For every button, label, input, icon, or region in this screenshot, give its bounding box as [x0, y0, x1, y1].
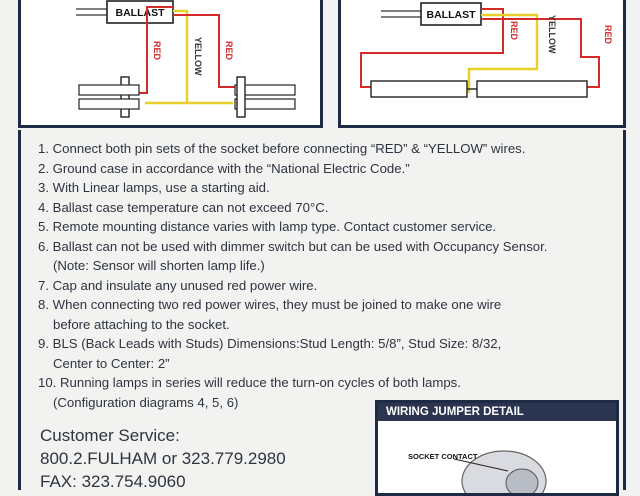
jumper-detail-illustration — [378, 421, 616, 493]
wire-label-yellow: YELLOW — [193, 37, 203, 76]
lamp-tube — [371, 81, 467, 97]
lamp-tube — [477, 81, 587, 97]
lamp-socket-right — [237, 77, 245, 117]
instruction-item: 3. With Linear lamps, use a starting aid. — [38, 180, 270, 195]
instruction-item: 1. Connect both pin sets of the socket before connecting “RED” & “YELLOW” wires. — [38, 141, 526, 156]
wire-label-red: RED — [509, 21, 519, 41]
instruction-continuation: (Note: Sensor will shorten lamp life.) — [53, 258, 265, 273]
instruction-item: 5. Remote mounting distance varies with lamp type. Contact customer service. — [38, 219, 497, 234]
instruction-continuation: Center to Center: 2” — [53, 355, 170, 371]
instruction-continuation: before attaching to the socket. — [53, 316, 230, 332]
customer-service-title: Customer Service: — [40, 426, 180, 445]
wiring-diagram-left — [18, 0, 323, 128]
wiring-diagram-left-svg — [21, 0, 320, 125]
yellow-wire — [145, 11, 187, 103]
instruction-item: 8. When connecting two red power wires, they must be joined to make one wire — [38, 297, 502, 312]
wiring-jumper-detail — [375, 400, 619, 496]
wire-label-red: RED — [224, 41, 234, 61]
instruction-item: 9. BLS (Back Leads with Studs) Dimensions:Stud Length: 5/8”, Stud Size: 8/32, — [38, 336, 502, 351]
customer-service-fax: FAX: 323.754.9060 — [40, 472, 186, 491]
ballast-label: BALLAST — [115, 7, 165, 19]
instruction-item: 10. Running lamps in series will reduce the turn-on cycles of both lamps. — [38, 375, 461, 390]
instruction-item: 6. Ballast can not be used with dimmer switch but can be used with Occupancy Sensor. — [38, 238, 548, 254]
instruction-continuation: (Configuration diagrams 4, 5, 6) — [53, 394, 239, 410]
lamp-tube — [79, 85, 139, 95]
socket-contact-label: SOCKET CONTACT — [408, 452, 478, 461]
wire-label-red: RED — [152, 41, 162, 61]
wiring-diagram-right — [338, 0, 626, 128]
wiring-diagram-right-svg — [341, 0, 623, 125]
lamp-tube — [79, 99, 139, 109]
socket-contact — [506, 469, 538, 493]
wire-label-yellow: YELLOW — [547, 15, 557, 54]
lamp-socket-left — [121, 77, 129, 117]
ballast-label: BALLAST — [426, 9, 476, 21]
instruction-list — [38, 139, 608, 412]
instruction-item: 7. Cap and insulate any unused red power wire. — [38, 277, 318, 293]
instruction-item: 2. Ground case in accordance with the “National Electric Code.” — [38, 160, 410, 176]
wiring-jumper-title: WIRING JUMPER DETAIL — [378, 403, 616, 421]
customer-service-block — [40, 424, 286, 493]
instruction-item: 4. Ballast case temperature can not exceed 70°C. — [38, 199, 329, 215]
wire-label-red: RED — [603, 25, 613, 45]
customer-service-phone: 800.2.FULHAM or 323.779.2980 — [40, 449, 286, 468]
